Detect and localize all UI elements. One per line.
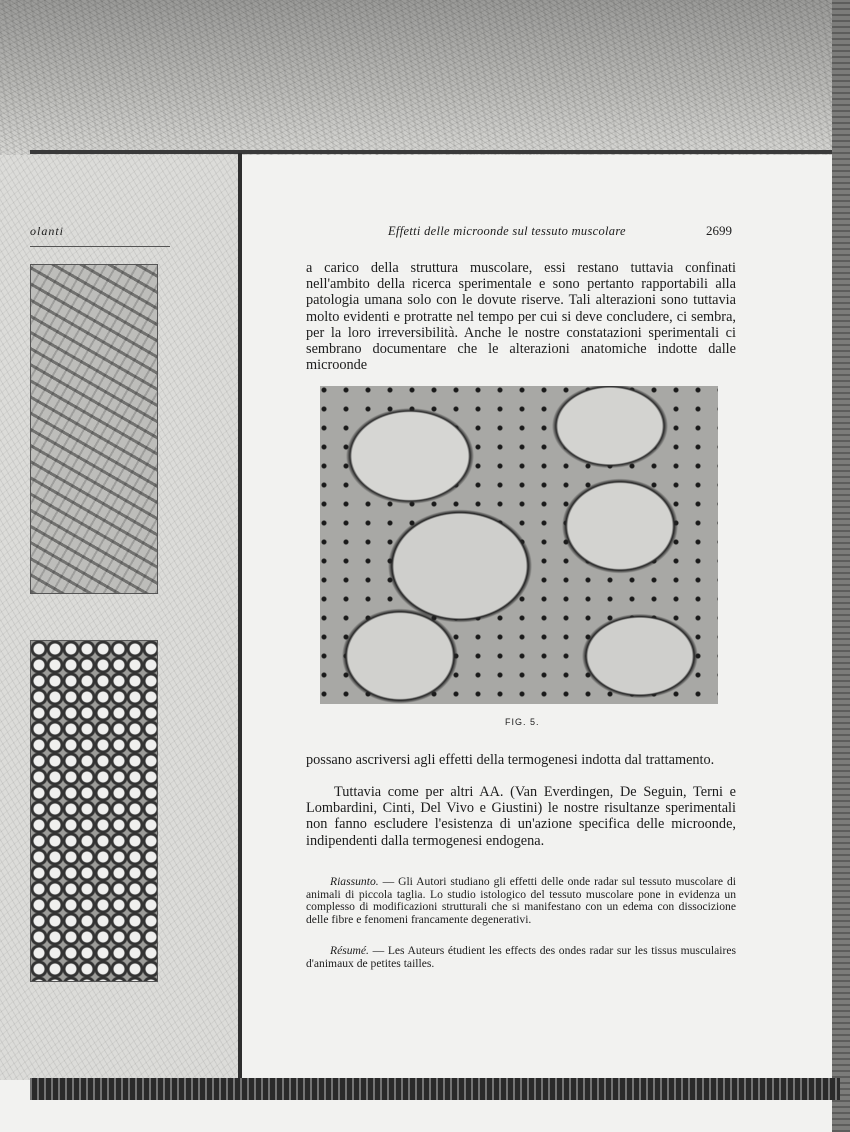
micrograph-figure [320,386,718,704]
page-top-edge [30,150,840,154]
page-number: 2699 [706,223,732,238]
left-page-micrograph-bottom [30,640,158,982]
left-header-rule [30,246,170,247]
abstract-french [306,945,736,970]
figure-caption: FIG. 5. [505,717,540,727]
left-page-header: olanti [30,224,65,238]
resume-text: — Les Auteurs étudient les effects des ondes radar sur les tissus musculaires d'animaux de petites tailles. [306,944,736,970]
riassunto-text: — Gli Autori studiano gli effetti delle onde radar sul tessuto muscolare di animali di piccola taglia. Lo studio istologico del tessuto muscolare pone in evidenza un complesso di modificazioni strutturali che si manifestano con un edema con dissocizione delle fibre e fenomeni francamente degenerativi. [306,875,736,926]
riassunto-label: Riassunto. [330,875,379,888]
body-paragraph-1: a carico della struttura muscolare, essi restano tuttavia confinati nell'ambito della ricerca sperimentale e sono pertanto rapportabili alla patologia umana solo con le dovute riserve. Tali alterazioni sono tuttavia molto evidenti e protratte nel tempo per cui si deve concludere, ci sembra, per la loro irreversibilità. Anche le nostre constatazioni sperimentali ci sembrano documentare che le alterazioni anatomiche indotte dalle microonde [306,260,736,374]
body-paragraph-3: Tuttavia come per altri AA. (Van Everdingen, De Seguin, Terni e Lombardini, Cinti, Del Vivo e Giustini) le nostre risultanze sperimentali non fanno escludere l'esistenza di un'azione specifica delle microonde, indipendenti dalla termogenesi endogena. [306,784,736,849]
body-paragraph-2: possano ascriversi agli effetti della termogenesi indotta dal trattamento. [306,752,715,768]
book-gutter [238,153,242,1078]
scan-right-edge [832,0,850,1132]
scan-bottom-band [30,1078,840,1100]
left-page-micrograph-top [30,264,158,594]
running-head: Effetti delle microonde sul tessuto muscolare [388,224,626,238]
scan-top-noise [0,0,850,155]
abstract-italian [306,876,736,926]
resume-label: Résumé. [330,944,369,957]
